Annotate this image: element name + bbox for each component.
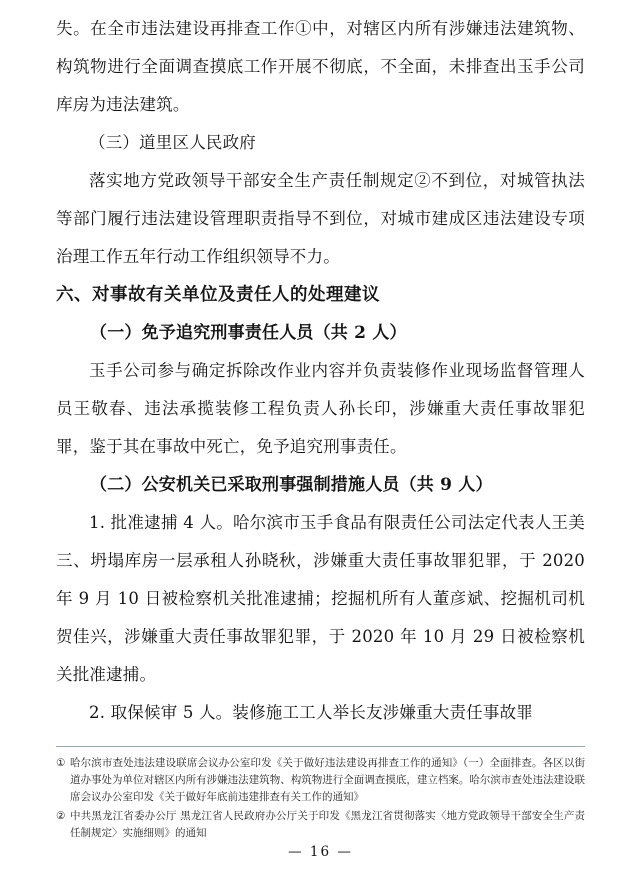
section-heading-six: 六、对事故有关单位及责任人的处理建议 bbox=[56, 285, 380, 305]
footnote-area bbox=[56, 755, 585, 842]
paragraph-district-government-body: 落实地方党政领导干部安全生产责任制规定②不到位，对城管执法等部门履行违法建设管理职责指导不到位，对城市建成区违法建设专项治理工作五年行动工作组织领导不力。 bbox=[56, 171, 585, 266]
footnote-text: 中共黑龙江省委办公厅 黑龙江省人民政府办公厅关于印发《黑龙江省贯彻落实〈地方党政领导干部安全生产责任制规定〉实施细则》的通知 bbox=[70, 810, 585, 839]
paragraph-exempt-persons: 玉手公司参与确定拆除改作业内容并负责装修作业现场监督管理人员王敬春、违法承揽装修工程负责人孙长印，涉嫌重大责任事故罪犯罪，鉴于其在事故中死亡，免予追究刑事责任。 bbox=[56, 361, 585, 456]
paragraph-continued: 失。在全市违法建设再排查工作①中，对辖区内所有涉嫌违法建筑物、构筑物进行全面调查摸底工作开展不彻底，不全面，未排查出玉手公司库房为违法建筑。 bbox=[56, 19, 585, 114]
footnote-item bbox=[56, 755, 585, 806]
subsection-heading-one: （一）免予追究刑事责任人员（共 2 人） bbox=[90, 323, 407, 343]
paragraph-arrest-approved: 1. 批准逮捕 4 人。哈尔滨市玉手食品有限责任公司法定代表人王美三、坍塌库房一层承租人孙晓秋，涉嫌重大责任事故罪犯罪，于 2020 年 9 月 10 日被检察机关批准逮捕；挖掘机所有人董彦斌、挖掘机司机贺佳兴，涉嫌重大责任事故罪犯罪，于 2020 年 10 月 29 日被检察机关批准逮捕。 bbox=[56, 513, 585, 684]
document-body bbox=[56, 10, 585, 732]
subsection-heading-two: （二）公安机关已采取刑事强制措施人员（共 9 人） bbox=[90, 475, 493, 495]
page-number: — 16 — bbox=[288, 844, 353, 860]
footnote-marker: ① bbox=[56, 757, 66, 769]
paragraph-district-government-title: （三）道里区人民政府 bbox=[89, 133, 256, 152]
footnote-text: 哈尔滨市查处违法建设联席会议办公室印发《关于做好违法建设再排查工作的通知》（一）全面排查。各区以街道办事处为单位对辖区内所有涉嫌违法建筑物、构筑物进行全面调查摸底，建立档案。哈尔滨市查处违法建设联席会议办公室印发《关于做好年底前违建排查有关工作的通知》 bbox=[70, 757, 585, 803]
footnote-marker: ② bbox=[56, 810, 66, 822]
footnote-item bbox=[56, 808, 585, 842]
paragraph-bail-pending: 2. 取保候审 5 人。装修施工工人举长友涉嫌重大责任事故罪 bbox=[89, 703, 533, 722]
footnote-divider bbox=[56, 746, 585, 747]
